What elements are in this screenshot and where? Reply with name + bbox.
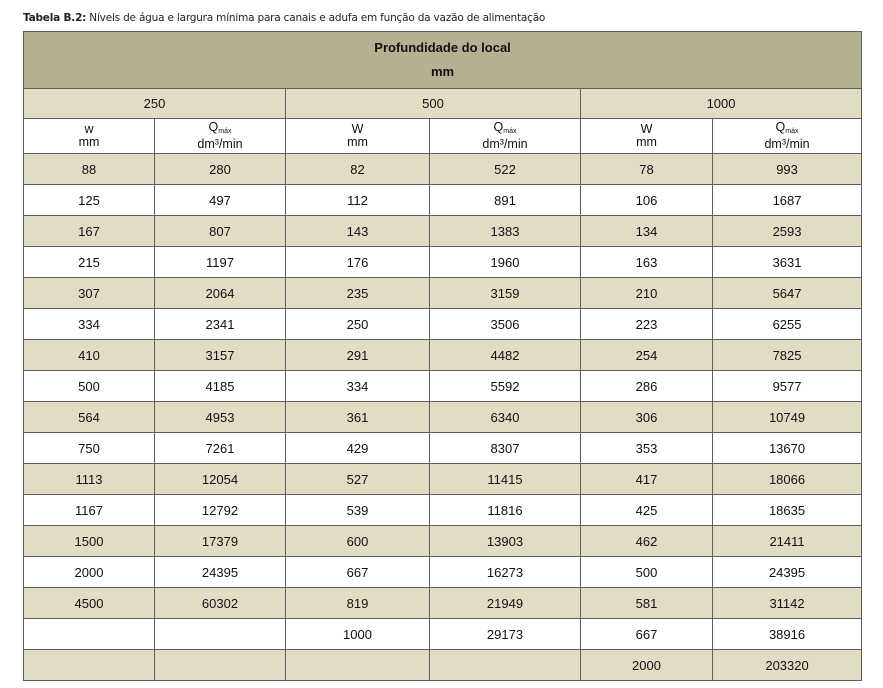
depth-header-500: 500 <box>286 89 581 119</box>
table-cell: 1197 <box>155 247 286 278</box>
table-cell: 425 <box>581 495 713 526</box>
table-cell: 1687 <box>713 185 862 216</box>
table-cell: 417 <box>581 464 713 495</box>
table-row <box>24 247 862 278</box>
table-cell: 18066 <box>713 464 862 495</box>
table-cell: 11415 <box>430 464 581 495</box>
table-cell: 527 <box>286 464 430 495</box>
table-cell: 353 <box>581 433 713 464</box>
table-cell: 993 <box>713 154 862 185</box>
table-body <box>24 154 862 681</box>
table-cell: 254 <box>581 340 713 371</box>
table-row <box>24 371 862 402</box>
table-cell: 78 <box>581 154 713 185</box>
table-cell: 1500 <box>24 526 155 557</box>
column-header-symbol: Q <box>208 120 219 134</box>
table-cell: 31142 <box>713 588 862 619</box>
table-row <box>24 526 862 557</box>
table-cell: 5592 <box>430 371 581 402</box>
table-cell: 3159 <box>430 278 581 309</box>
table-row <box>24 495 862 526</box>
table-cell: 750 <box>24 433 155 464</box>
table-cell: 6255 <box>713 309 862 340</box>
depth-header-1000: 1000 <box>581 89 862 119</box>
table-cell: 12792 <box>155 495 286 526</box>
table-cell: 807 <box>155 216 286 247</box>
table-cell: 38916 <box>713 619 862 650</box>
table-cell: 497 <box>155 185 286 216</box>
table-cell: 29173 <box>430 619 581 650</box>
table-cell: 500 <box>24 371 155 402</box>
table-cell: 2000 <box>24 557 155 588</box>
table-cell: 176 <box>286 247 430 278</box>
flow-table <box>23 31 862 681</box>
table-cell: 3157 <box>155 340 286 371</box>
column-header <box>286 119 430 154</box>
table-cell: 1000 <box>286 619 430 650</box>
table-row <box>24 340 862 371</box>
table-cell: 7261 <box>155 433 286 464</box>
table-cell: 2593 <box>713 216 862 247</box>
table-cell: 9577 <box>713 371 862 402</box>
table-cell: 500 <box>581 557 713 588</box>
table-cell: 21949 <box>430 588 581 619</box>
table-cell <box>286 650 430 681</box>
table-cell: 6340 <box>430 402 581 433</box>
table-cell: 16273 <box>430 557 581 588</box>
column-header-unit: dm³/min <box>197 137 243 151</box>
table-cell: 21411 <box>713 526 862 557</box>
table-title-line2: mm <box>430 64 455 79</box>
table-cell: 600 <box>286 526 430 557</box>
table-cell: 24395 <box>713 557 862 588</box>
caption-label: Tabela B.2: <box>23 12 87 24</box>
table-cell: 203320 <box>713 650 862 681</box>
table-cell <box>155 619 286 650</box>
table-caption <box>23 12 545 24</box>
table-cell: 125 <box>24 185 155 216</box>
table-cell: 3631 <box>713 247 862 278</box>
table-title-line1: Profundidade do local <box>374 40 511 55</box>
column-header-subscript: máx <box>785 128 799 135</box>
table-cell: 223 <box>581 309 713 340</box>
table-cell: 462 <box>581 526 713 557</box>
table-row <box>24 278 862 309</box>
table-cell: 2341 <box>155 309 286 340</box>
table-cell: 12054 <box>155 464 286 495</box>
table-cell: 5647 <box>713 278 862 309</box>
table-cell: 429 <box>286 433 430 464</box>
column-header-unit: dm³/min <box>764 137 810 151</box>
column-header <box>581 119 713 154</box>
table-cell: 112 <box>286 185 430 216</box>
table-cell: 235 <box>286 278 430 309</box>
table-cell: 7825 <box>713 340 862 371</box>
table-cell: 307 <box>24 278 155 309</box>
table-cell: 11816 <box>430 495 581 526</box>
table-cell: 286 <box>581 371 713 402</box>
column-header-unit: mm <box>347 135 368 149</box>
table-cell: 3506 <box>430 309 581 340</box>
table-cell: 4500 <box>24 588 155 619</box>
table-cell: 134 <box>581 216 713 247</box>
table-cell: 361 <box>286 402 430 433</box>
table-title <box>24 32 862 89</box>
table-row <box>24 216 862 247</box>
table-row <box>24 433 862 464</box>
column-header <box>430 119 581 154</box>
table-row <box>24 557 862 588</box>
table-cell: 88 <box>24 154 155 185</box>
column-header <box>24 119 155 154</box>
table-row <box>24 309 862 340</box>
table-cell: 564 <box>24 402 155 433</box>
table-cell: 2064 <box>155 278 286 309</box>
column-header-unit: mm <box>636 135 657 149</box>
table-cell: 1167 <box>24 495 155 526</box>
table-row <box>24 402 862 433</box>
table-cell: 334 <box>286 371 430 402</box>
table-cell: 539 <box>286 495 430 526</box>
table-cell <box>155 650 286 681</box>
table-cell: 2000 <box>581 650 713 681</box>
table-cell <box>24 650 155 681</box>
table-row <box>24 464 862 495</box>
column-header <box>155 119 286 154</box>
column-header-unit: mm <box>78 135 100 149</box>
column-header-subscript: máx <box>503 128 517 135</box>
column-header <box>713 119 862 154</box>
table-cell: 13670 <box>713 433 862 464</box>
table-cell: 82 <box>286 154 430 185</box>
column-header-row <box>24 119 862 154</box>
column-header-unit: dm³/min <box>482 137 528 151</box>
depth-header-250: 250 <box>24 89 286 119</box>
table-row <box>24 185 862 216</box>
table-cell: 1113 <box>24 464 155 495</box>
table-cell: 306 <box>581 402 713 433</box>
table-cell: 891 <box>430 185 581 216</box>
table-row <box>24 588 862 619</box>
table-row <box>24 650 862 681</box>
column-header-symbol: w <box>84 122 94 136</box>
table-cell <box>430 650 581 681</box>
table-cell: 4953 <box>155 402 286 433</box>
table-cell: 163 <box>581 247 713 278</box>
table-cell: 280 <box>155 154 286 185</box>
table-cell: 10749 <box>713 402 862 433</box>
table-cell: 291 <box>286 340 430 371</box>
caption-text: Níveis de água e largura mínima para canais e adufa em função da vazão de alimentação <box>86 12 546 24</box>
table-cell: 1383 <box>430 216 581 247</box>
column-header-symbol: W <box>640 122 653 136</box>
table-cell: 4482 <box>430 340 581 371</box>
table-cell: 167 <box>24 216 155 247</box>
table-cell: 215 <box>24 247 155 278</box>
column-header-symbol: Q <box>493 120 504 134</box>
table-cell: 667 <box>286 557 430 588</box>
table-cell: 581 <box>581 588 713 619</box>
table-cell: 24395 <box>155 557 286 588</box>
table-cell: 522 <box>430 154 581 185</box>
table-row <box>24 154 862 185</box>
table-row <box>24 619 862 650</box>
column-header-symbol: W <box>351 122 364 136</box>
table-cell: 250 <box>286 309 430 340</box>
table-cell: 17379 <box>155 526 286 557</box>
table-cell: 8307 <box>430 433 581 464</box>
table-cell: 667 <box>581 619 713 650</box>
column-header-subscript: máx <box>218 128 232 135</box>
table-cell: 13903 <box>430 526 581 557</box>
table-cell: 106 <box>581 185 713 216</box>
table-cell: 334 <box>24 309 155 340</box>
table-cell: 210 <box>581 278 713 309</box>
table-cell <box>24 619 155 650</box>
table-cell: 1960 <box>430 247 581 278</box>
table-cell: 143 <box>286 216 430 247</box>
table-cell: 410 <box>24 340 155 371</box>
table-cell: 4185 <box>155 371 286 402</box>
table-cell: 819 <box>286 588 430 619</box>
table-cell: 18635 <box>713 495 862 526</box>
table-cell: 60302 <box>155 588 286 619</box>
column-header-symbol: Q <box>775 120 786 134</box>
